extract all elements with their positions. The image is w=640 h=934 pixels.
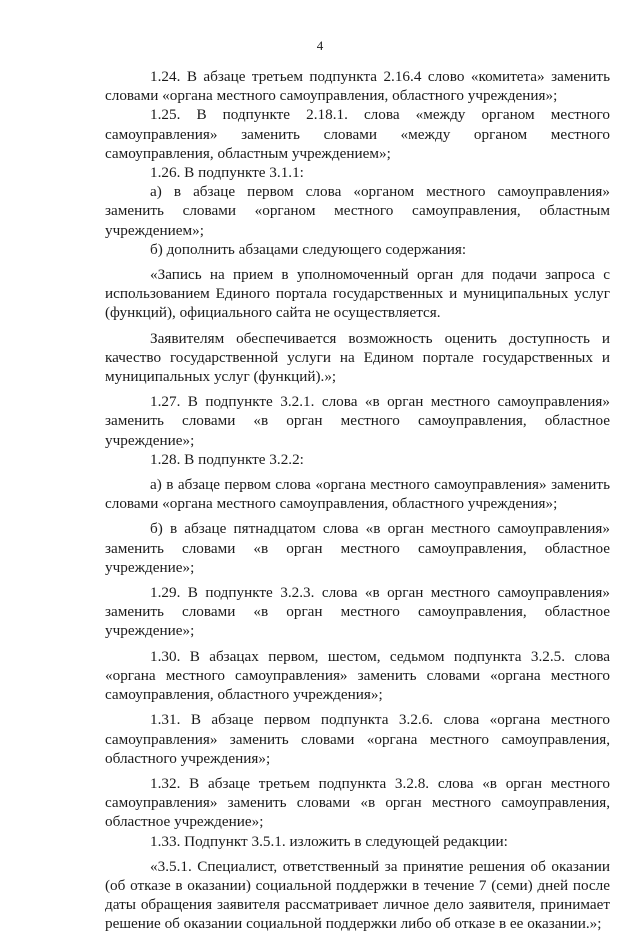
paragraph-1-32: 1.32. В абзаце третьем подпункта 3.2.8. слова «в орган местного самоуправления» заменить словами «в орган местного самоуправления, областное учреждение»; xyxy=(105,774,610,831)
paragraph-1-30: 1.30. В абзацах первом, шестом, седьмом подпункта 3.2.5. слова «органа местного самоуправления» заменить словами «органа местного самоуправления, областного учреждения»; xyxy=(105,647,610,704)
paragraph-1-26-b: б) дополнить абзацами следующего содержания: xyxy=(150,240,467,258)
document-body xyxy=(105,67,610,934)
paragraph-1-26: 1.26. В подпункте 3.1.1: xyxy=(150,164,304,182)
paragraph-1-29: 1.29. В подпункте 3.2.3. слова «в орган местного самоуправления» заменить словами «в орган местного самоуправления, областное учреждение»; xyxy=(105,584,610,640)
quoted-paragraph-quality: Заявителям обеспечивается возможность оценить доступность и качество государственной услуги на Едином портале государственных и муниципальных услуг (функций).»; xyxy=(105,329,610,386)
quoted-paragraph-appointment: «Запись на прием в уполномоченный орган для подачи запроса с использованием Единого портала государственных и муниципальных услуг (функций), официального сайта не осуществляется. xyxy=(105,266,610,322)
quoted-paragraph-3-5-1: «3.5.1. Специалист, ответственный за принятие решения об оказании (об отказе в оказании) социальной поддержки в течение 7 (семи) дней после даты обращения заявителя рассматривает личное дело заявителя, принимает решение об оказании социальной поддержки либо об отказе в ее оказании.»; xyxy=(105,857,610,933)
paragraph-1-33: 1.33. Подпункт 3.5.1. изложить в следующей редакции: xyxy=(150,832,508,850)
paragraph-1-24: 1.24. В абзаце третьем подпункта 2.16.4 слово «комитета» заменить словами «органа местного самоуправления, областного учреждения»; xyxy=(105,68,610,105)
paragraph-1-27: 1.27. В подпункте 3.2.1. слова «в орган местного самоуправления» заменить словами «в орган местного самоуправления, областное учреждение»; xyxy=(105,393,610,449)
page-number: 4 xyxy=(316,38,324,53)
paragraph-1-28-b: б) в абзаце пятнадцатом слова «в орган местного самоуправления» заменить словами «в орган местного самоуправления, областное учреждение»; xyxy=(105,520,610,576)
paragraph-1-26-a: а) в абзаце первом слова «органом местного самоуправления» заменить словами «органом местного самоуправления, областным учреждением»; xyxy=(105,183,610,239)
paragraph-1-28: 1.28. В подпункте 3.2.2: xyxy=(150,450,304,468)
paragraph-1-28-a: а) в абзаце первом слова «органа местного самоуправления» заменить словами «органа местного самоуправления, областного учреждения»; xyxy=(105,476,610,513)
paragraph-1-25: 1.25. В подпункте 2.18.1. слова «между органом местного самоуправления» заменить словами «между органом местного самоуправления, областным учреждением»; xyxy=(105,106,610,162)
paragraph-1-31: 1.31. В абзаце первом подпункта 3.2.6. слова «органа местного самоуправления» заменить словами «органа местного самоуправления, областного учреждения»; xyxy=(105,711,610,767)
